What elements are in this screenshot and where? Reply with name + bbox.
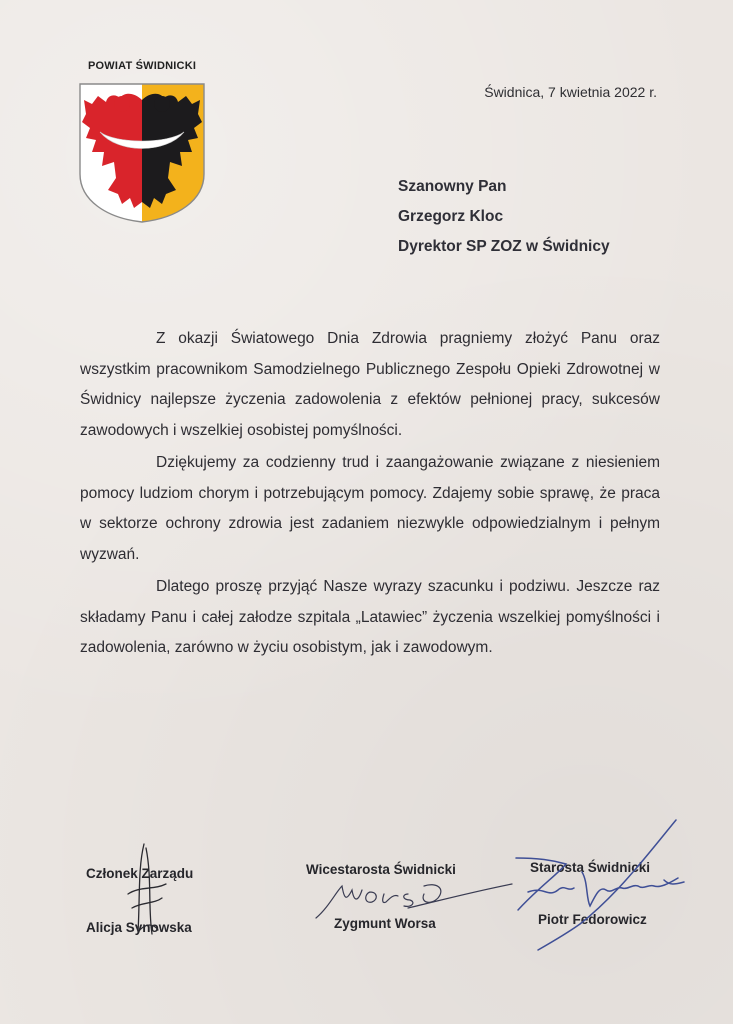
signature-center-icon [312, 872, 522, 924]
date-line: Świdnica, 7 kwietnia 2022 r. [484, 84, 657, 100]
body-paragraph: Z okazji Światowego Dnia Zdrowia pragniemy złożyć Panu oraz wszystkim pracownikom Samodzielnego Publicznego Zespołu Opieki Zdrowotnej w Świdnicy najlepsze życzenia zadowolenia z efektów pełnionej pracy, sukcesów zawodowych i wszelkiej osobistej pomyślności. [80, 330, 660, 439]
body-paragraph: Dziękujemy za codzienny trud i zaangażowanie związane z niesieniem pomocy ludziom chorym i potrzebującym pomocy. Zdajemy sobie sprawę, że praca w sektorze ochrony zdrowia jest zadaniem niezwykle odpowiedzialnym i pełnym wyzwań. [80, 454, 660, 563]
signature-right-icon [508, 814, 698, 954]
signer-center-title: Wicestarosta Świdnicki [306, 862, 456, 877]
addressee-position: Dyrektor SP ZOZ w Świdnicy [398, 238, 610, 255]
addressee-salutation: Szanowny Pan [398, 178, 507, 195]
signer-center-name: Zygmunt Worsa [334, 916, 436, 931]
coat-of-arms-icon [78, 82, 206, 224]
signer-left-name: Alicja Synowska [86, 920, 192, 935]
organization-name: POWIAT ŚWIDNICKI [88, 60, 197, 72]
signer-left-title: Członek Zarządu [86, 866, 194, 881]
body-paragraph: Dlatego proszę przyjąć Nasze wyrazy szacunku i podziwu. Jeszcze raz składamy Panu i całej załodze szpitala „Latawiec” życzenia wszelkiej pomyślności i zadowolenia, zarówno w życiu osobistym, jak i zawodowym. [80, 578, 660, 656]
addressee-block [398, 172, 610, 262]
signer-right-name: Piotr Fedorowicz [538, 912, 647, 927]
signer-right-title: Starosta Świdnicki [530, 860, 651, 875]
signature-left-icon [118, 838, 178, 938]
letter-body [80, 324, 660, 666]
addressee-name: Grzegorz Kloc [398, 208, 504, 225]
